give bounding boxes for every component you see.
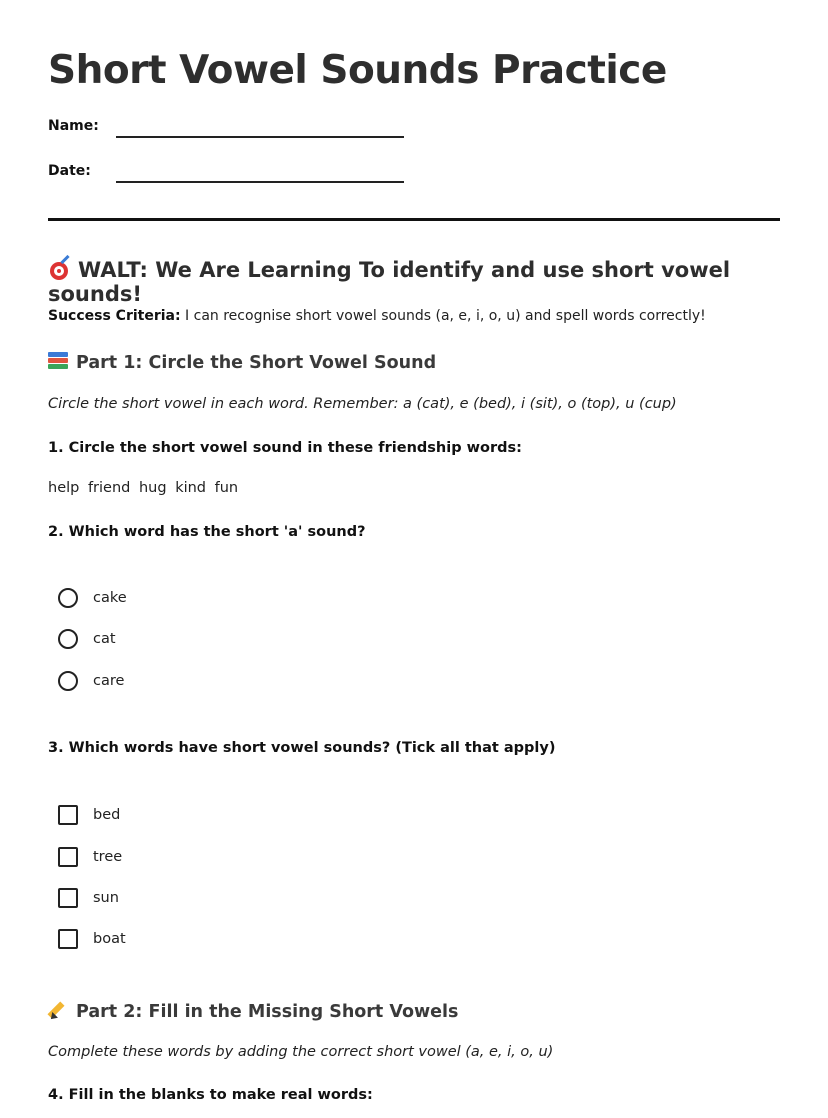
pencil-icon: [48, 1000, 68, 1020]
option-label: care: [93, 673, 125, 689]
radio-button[interactable]: [58, 588, 78, 608]
walt-text: WALT: We Are Learning To identify and use short vowel sounds!: [48, 258, 731, 306]
option-cat[interactable]: [58, 627, 116, 651]
checkbox[interactable]: [58, 929, 78, 949]
part2-instruction: Complete these words by adding the correct short vowel (a, e, i, o, u): [48, 1044, 554, 1060]
part1-instruction: Circle the short vowel in each word. Remember: a (cat), e (bed), i (sit), o (top), u (cup): [48, 396, 677, 412]
books-icon: [48, 352, 68, 370]
success-text: I can recognise short vowel sounds (a, e, i, o, u) and spell words correctly!: [180, 308, 706, 324]
date-line[interactable]: [116, 181, 404, 183]
option-label: tree: [93, 849, 123, 865]
question-2: 2. Which word has the short 'a' sound?: [48, 524, 366, 540]
option-label: sun: [93, 890, 119, 906]
question-3: 3. Which words have short vowel sounds? (Tick all that apply): [48, 740, 556, 756]
word-fun[interactable]: fun: [214, 480, 239, 496]
part1-heading: [48, 352, 436, 373]
option-label: boat: [93, 931, 126, 947]
option-care[interactable]: [58, 669, 124, 693]
checkbox[interactable]: [58, 805, 78, 825]
option-tree[interactable]: [58, 845, 122, 869]
option-sun[interactable]: [58, 886, 119, 910]
word-friend[interactable]: friend: [87, 480, 131, 496]
option-bed[interactable]: [58, 803, 120, 827]
radio-button[interactable]: [58, 629, 78, 649]
success-label: Success Criteria:: [48, 308, 181, 324]
word-help[interactable]: help: [48, 480, 80, 496]
date-field[interactable]: [48, 163, 91, 179]
option-label: cat: [93, 631, 116, 647]
part1-title: Part 1: Circle the Short Vowel Sound: [76, 353, 437, 373]
question-4: 4. Fill in the blanks to make real words:: [48, 1087, 373, 1103]
date-label: Date:: [48, 163, 91, 179]
option-label: bed: [93, 807, 121, 823]
part2-title: Part 2: Fill in the Missing Short Vowels: [76, 1002, 459, 1022]
option-label: cake: [93, 590, 127, 606]
walt-heading: [48, 258, 828, 306]
word-kind[interactable]: kind: [175, 480, 207, 496]
word-hug[interactable]: hug: [138, 480, 167, 496]
friendship-words: [48, 480, 242, 496]
checkbox[interactable]: [58, 847, 78, 867]
question-1: 1. Circle the short vowel sound in these friendship words:: [48, 440, 522, 456]
option-boat[interactable]: [58, 927, 126, 951]
option-cake[interactable]: [58, 586, 127, 610]
name-line[interactable]: [116, 136, 404, 138]
part2-heading: [48, 1000, 458, 1022]
success-criteria: [48, 308, 706, 324]
radio-button[interactable]: [58, 671, 78, 691]
target-icon: [48, 258, 70, 280]
name-field[interactable]: [48, 118, 99, 134]
divider: [48, 218, 780, 221]
checkbox[interactable]: [58, 888, 78, 908]
page-title: Short Vowel Sounds Practice: [48, 48, 667, 93]
name-label: Name:: [48, 118, 99, 134]
